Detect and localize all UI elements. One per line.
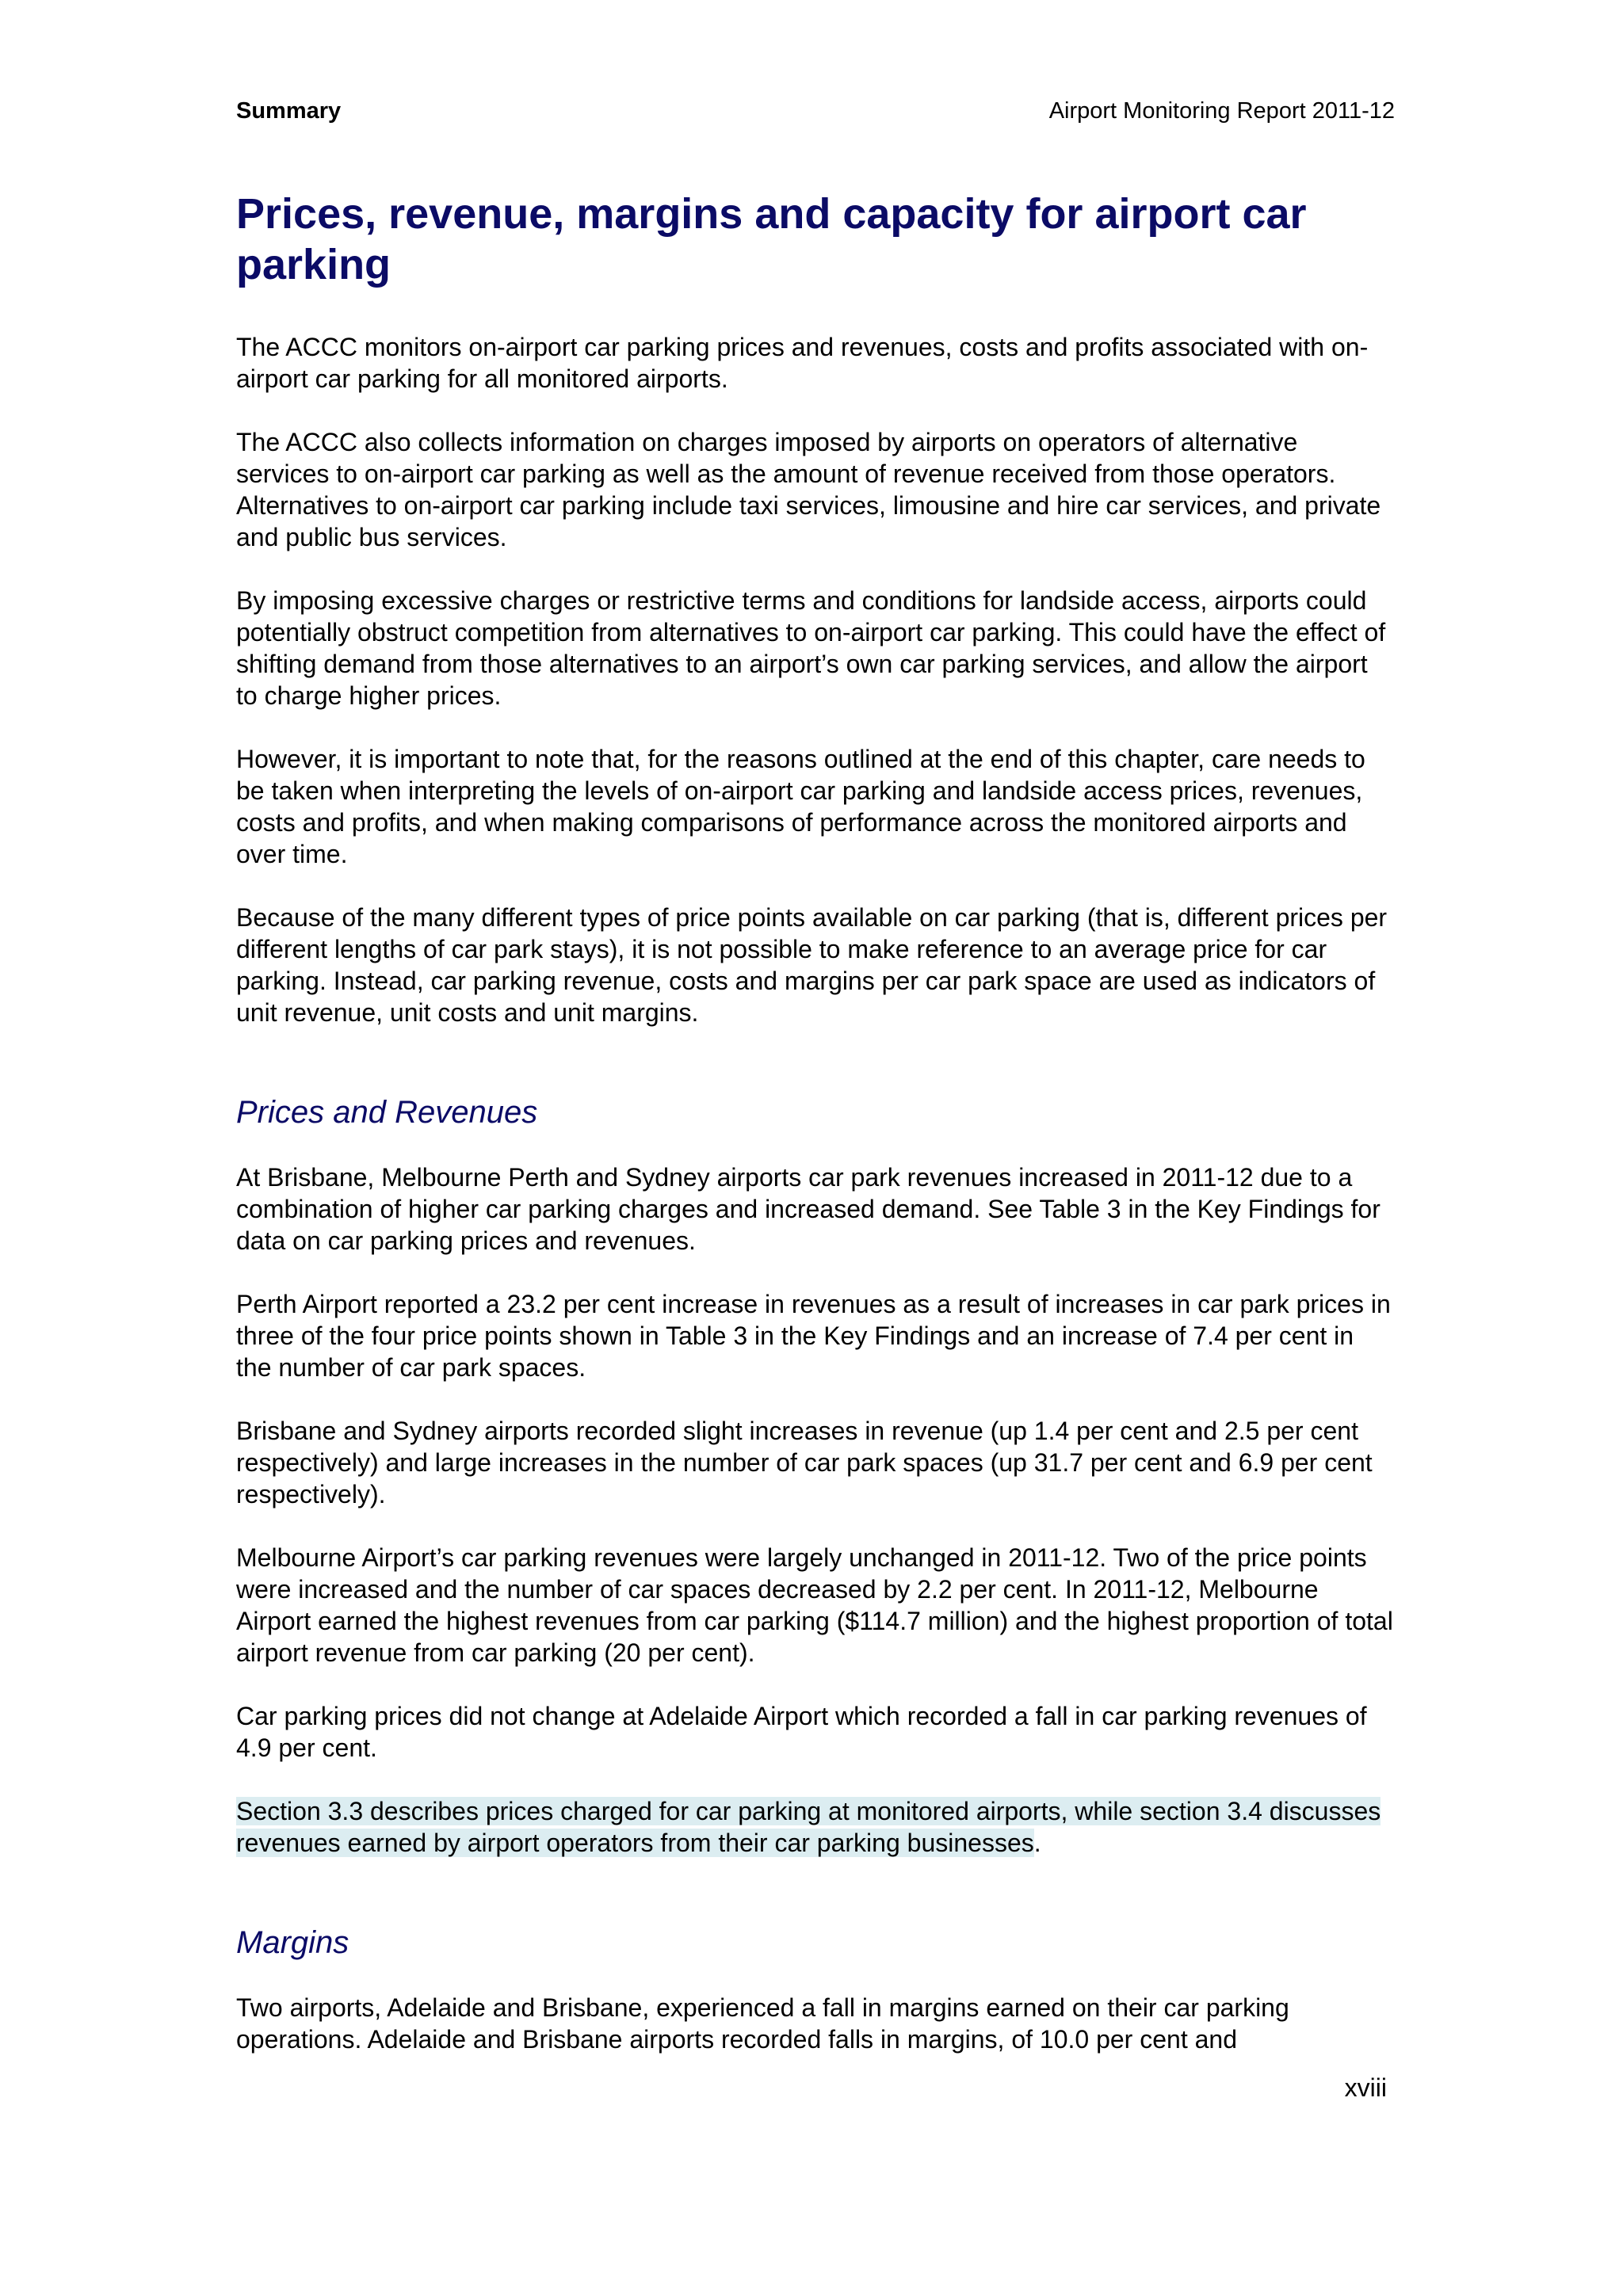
page-number: xviii [1344,2073,1387,2102]
intro-paragraph-5: Because of the many different types of price points available on car parking (that is, different prices per different lengths of car park stays), it is not possible to make reference to an average price for car parking. Instead, car parking revenue, costs and margins per car park space are used as indicators of unit revenue, unit costs and unit margins. [236,903,1388,1027]
running-header-section: Summary [236,98,342,124]
intro-paragraph-4: However, it is important to note that, for the reasons outlined at the end of this chapter, care needs to be taken when interpreting the levels of on-airport car parking and landside access prices, revenues, costs and profits, and when making comparisons of performance across the monitored airports and over time. [236,745,1365,868]
prices-paragraph-1: At Brisbane, Melbourne Perth and Sydney airports car park revenues increased in 2011-12 due to a combination of higher car parking charges and increased demand. See Table 3 in the Key Findings for data on car parking prices and revenues. [236,1163,1381,1255]
running-header-report-title: Airport Monitoring Report 2011-12 [1048,98,1395,124]
highlighted-paragraph [236,1795,1395,1859]
page-body [236,189,1395,2055]
prices-paragraph-2: Perth Airport reported a 23.2 per cent increase in revenues as a result of increases in car park prices in three of the four price points shown in Table 3 in the Key Findings and an increase of 7.4 per cent in the number of car park spaces. [236,1290,1391,1382]
highlighted-trailing-period: . [1033,1829,1041,1857]
intro-paragraph-2: The ACCC also collects information on charges imposed by airports on operators of alternative services to on-airport car parking as well as the amount of revenue received from those operators. Alternatives to on-airport car parking include taxi services, limousine and hire car services, and private and public bus services. [236,428,1381,551]
margins-paragraph: Two airports, Adelaide and Brisbane, experienced a fall in margins earned on their car parking operations. Adelaide and Brisbane airports recorded falls in margins, of 10.0 per cent and [236,1993,1289,2054]
margins-heading: Margins [236,1925,349,1960]
highlighted-text[interactable]: Section 3.3 describes prices charged for car parking at monitored airports, while section 3.4 discusses revenues earned by airport operators from their car parking businesses [236,1797,1381,1857]
page-title: Prices, revenue, margins and capacity for airport car parking [236,190,1307,288]
prices-paragraph-5: Car parking prices did not change at Adelaide Airport which recorded a fall in car parking revenues of 4.9 per cent. [236,1702,1367,1762]
prices-paragraph-3: Brisbane and Sydney airports recorded slight increases in revenue (up 1.4 per cent and 2.5 per cent respectively) and large increases in the number of car park spaces (up 31.7 per cent and 6.9 per cent respectively). [236,1417,1373,1508]
prices-revenues-heading: Prices and Revenues [236,1095,538,1130]
intro-paragraph-1: The ACCC monitors on-airport car parking prices and revenues, costs and profits associated with on-airport car parking for all monitored airports. [236,333,1369,393]
intro-paragraph-3: By imposing excessive charges or restrictive terms and conditions for landside access, airports could potentially obstruct competition from alternatives to on-airport car parking. This could have the effect of shifting demand from those alternatives to an airport’s own car parking services, and allow the airport to charge higher prices. [236,586,1386,710]
prices-paragraph-4: Melbourne Airport’s car parking revenues were largely unchanged in 2011-12. Two of the price points were increased and the number of car spaces decreased by 2.2 per cent. In 2011-12, Melbourne Airport earned the highest revenues from car parking ($114.7 million) and the highest proportion of total airport revenue from car parking (20 per cent). [236,1543,1393,1667]
